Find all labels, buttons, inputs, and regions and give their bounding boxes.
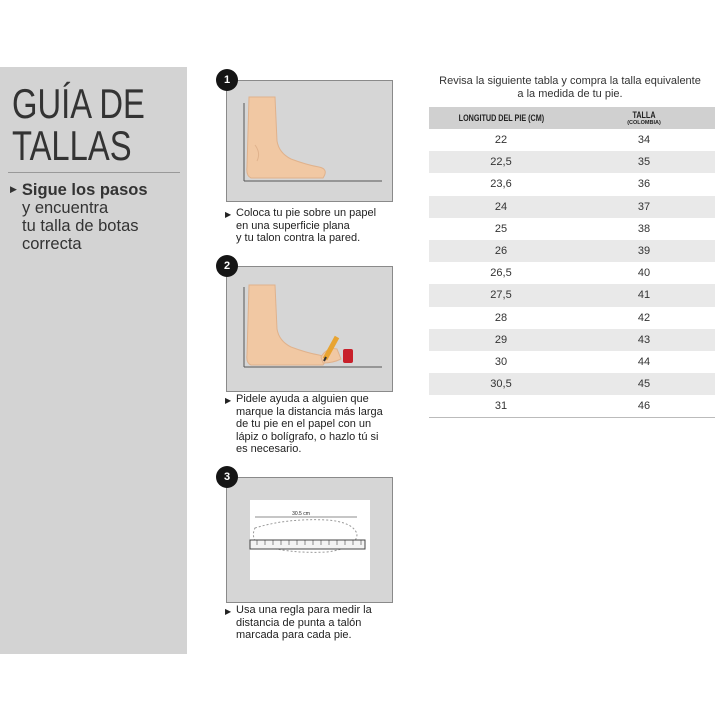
subtitle-line: correcta	[22, 235, 82, 253]
step-1-text: ▶ Coloca tu pie sobre un papel en una superficie plana y tu talon contra la pared.	[225, 207, 377, 244]
ruler-label: 30.5 cm	[292, 511, 310, 517]
foot-length-cell: 27,5	[429, 284, 573, 306]
subtitle	[10, 180, 185, 253]
table-row	[429, 395, 715, 418]
step-2-illustration	[226, 266, 393, 392]
table-instructions: Revisa la siguiente tabla y compra la talla equivalente a la medida de tu pie.	[439, 75, 701, 100]
triangle-bullet-icon: ▶	[225, 396, 232, 405]
table-row	[429, 284, 715, 306]
size-cell: 36	[637, 178, 651, 191]
table-row	[429, 329, 715, 351]
col-header-foot-length: LONGITUD DEL PIE (CM)	[429, 107, 573, 129]
table-row	[429, 129, 715, 151]
size-cell: 42	[637, 311, 651, 324]
triangle-bullet-icon: ▶	[225, 607, 232, 616]
foot-length-cell: 25	[494, 222, 508, 235]
foot-length-cell: 22	[494, 134, 508, 147]
size-cell: 39	[573, 240, 715, 262]
size-cell: 37	[573, 196, 715, 218]
size-cell: 43	[573, 329, 715, 351]
foot-length-cell: 30,5	[429, 373, 573, 395]
size-cell: 41	[573, 284, 715, 306]
col-header-size: TALLA (COLOMBIA)	[573, 107, 715, 129]
step-3-illustration	[226, 477, 393, 603]
table-row	[429, 240, 715, 262]
ruler-measure-icon	[227, 478, 392, 602]
foot-length-cell: 29	[429, 329, 573, 351]
size-cell: 45	[573, 373, 715, 395]
subtitle-line: tu talla de botas	[22, 217, 139, 235]
title-divider	[8, 172, 180, 173]
table-row	[429, 262, 715, 284]
table-row	[429, 151, 715, 173]
foot-length-cell: 31	[429, 395, 573, 418]
size-table-body	[429, 129, 715, 418]
page-title-line1: GUÍA DE	[12, 80, 145, 127]
table-row	[429, 173, 715, 195]
size-table	[429, 107, 715, 418]
triangle-bullet-icon: ▶	[225, 210, 232, 219]
foot-length-cell: 23,6	[490, 178, 512, 191]
foot-length-cell: 26	[429, 240, 573, 262]
table-row	[429, 351, 715, 373]
size-cell: 34	[637, 134, 651, 147]
size-cell: 38	[637, 222, 651, 235]
step-1-badge: 1	[216, 69, 238, 91]
foot-length-cell: 26,5	[490, 267, 512, 280]
size-cell: 44	[637, 355, 651, 368]
step-2-text: ▶ Pidele ayuda a alguien que marque la distancia más larga de tu pie en el papel con un lápiz o bolígrafo, o hazlo tú si es necesario.	[225, 393, 383, 455]
table-row	[429, 373, 715, 395]
foot-length-cell: 22,5	[429, 151, 573, 173]
step-3-text: ▶ Usa una regla para medir la distancia de punta a talón marcada para cada pie.	[225, 604, 372, 641]
table-row	[429, 307, 715, 329]
left-panel	[0, 67, 187, 654]
table-row	[429, 196, 715, 218]
subtitle-bold: Sigue los pasos	[21, 181, 148, 199]
foot-length-cell: 24	[429, 196, 573, 218]
foot-pencil-mark-icon	[227, 267, 392, 391]
foot-length-cell: 30	[494, 355, 508, 368]
page-title-line2: TALLAS	[12, 122, 132, 169]
size-cell: 46	[573, 395, 715, 418]
subtitle-line: y encuentra	[22, 199, 109, 217]
size-cell: 40	[637, 267, 651, 280]
step-3-badge: 3	[216, 466, 238, 488]
step-1-illustration	[226, 80, 393, 202]
foot-length-cell: 28	[494, 311, 508, 324]
table-row	[429, 218, 715, 240]
step-2-badge: 2	[216, 255, 238, 277]
table-header-row	[429, 107, 715, 129]
foot-on-paper-icon	[227, 81, 392, 201]
triangle-bullet-icon: ▶	[10, 184, 17, 194]
size-cell: 35	[573, 151, 715, 173]
